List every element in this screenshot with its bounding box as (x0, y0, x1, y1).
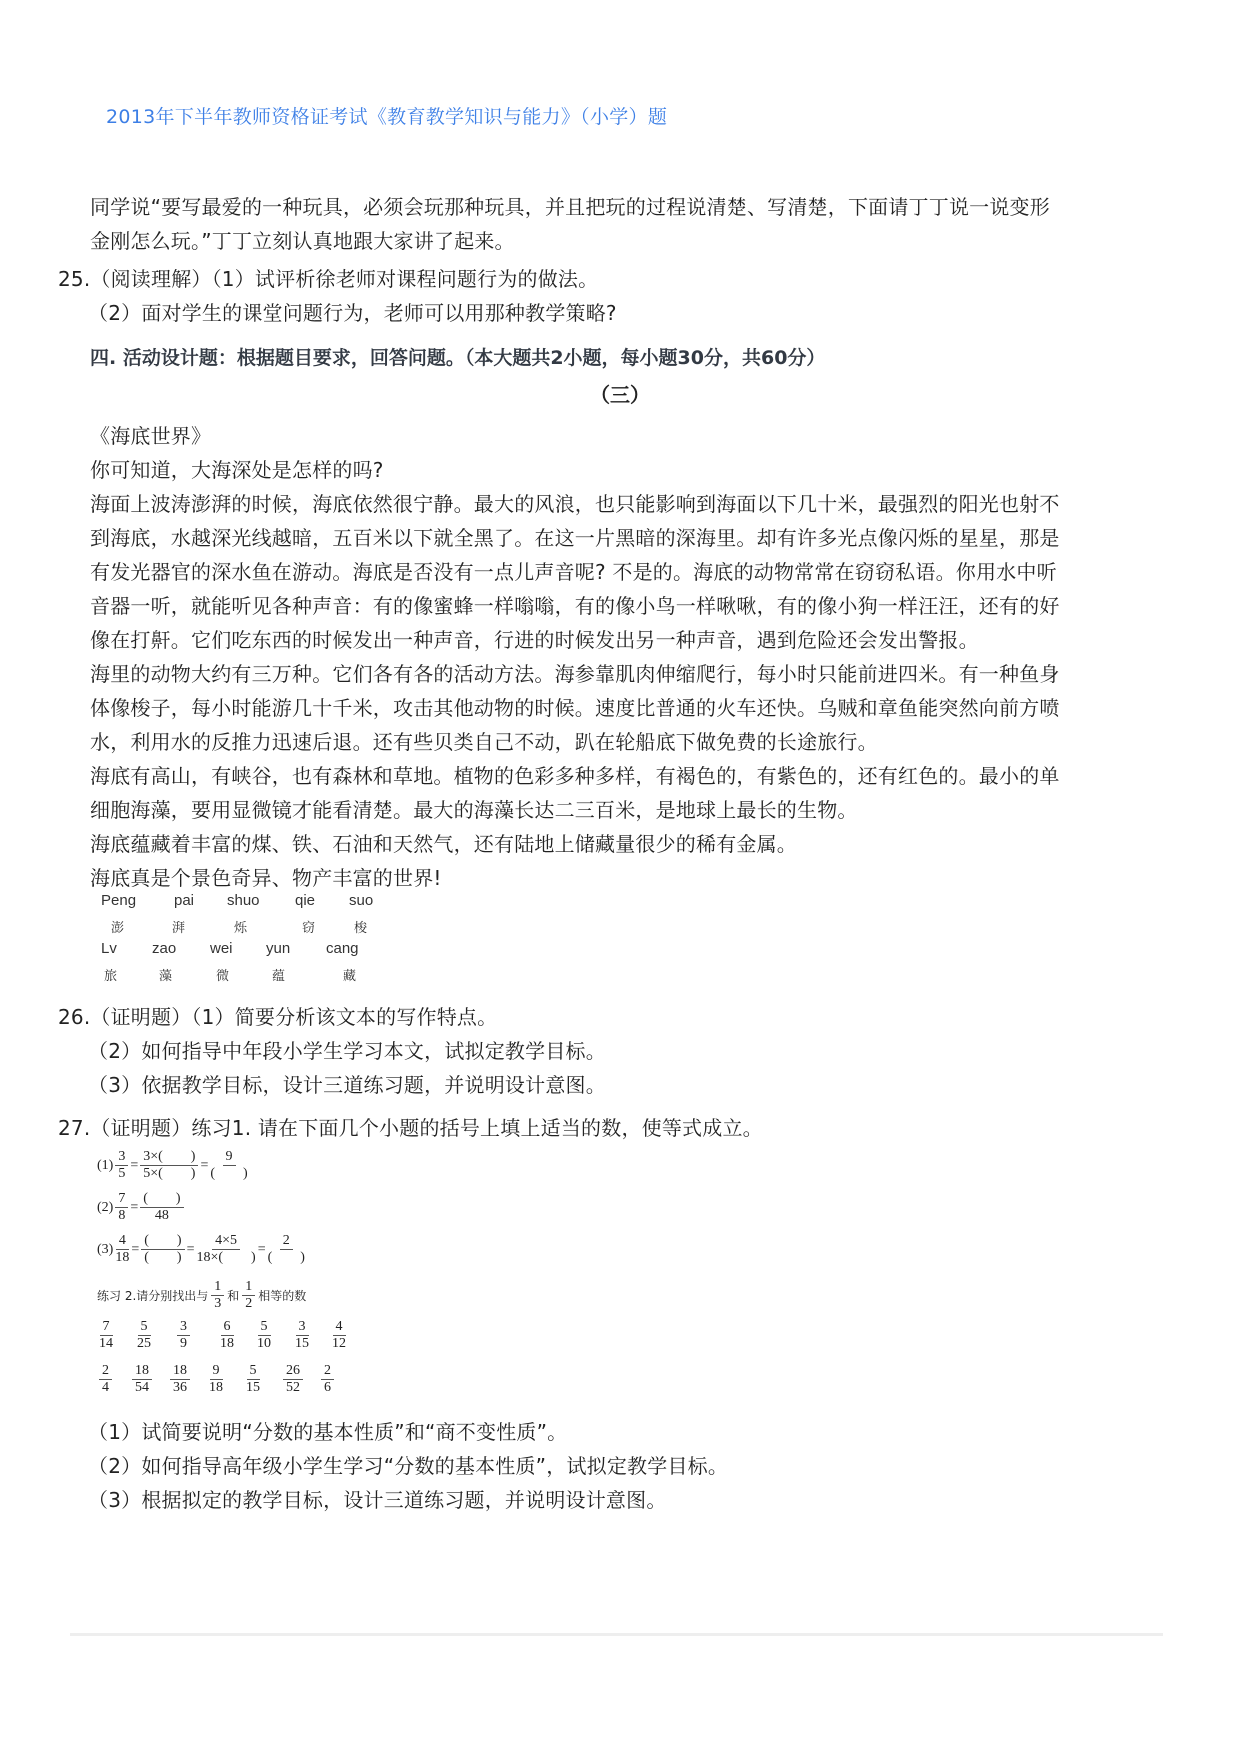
hanzi: 湃 (172, 921, 186, 936)
hanzi: 旅 (104, 969, 118, 984)
passage-line: 你可知道，大海深处是怎样的吗? (90, 458, 384, 482)
hanzi: 微 (216, 969, 230, 984)
pinyin: suo (349, 892, 374, 909)
section-sub-label: （三） (590, 383, 650, 407)
question-27-intro: 27.（证明题）练习1. 请在下面几个小题的括号上填上适当的数，使等式成立。 (58, 1116, 763, 1140)
continuation-line-2: 金刚怎么玩。”丁丁立刻认真地跟大家讲了起来。 (90, 229, 515, 253)
pinyin: shuo (227, 892, 260, 909)
fraction: $\frac{7}{14}$ (99, 1319, 113, 1351)
fraction: $\frac{1}{2}$ (242, 1280, 255, 1311)
fraction: $\frac{18}{54}$ (132, 1364, 152, 1395)
item-label: (2) (97, 1199, 114, 1215)
question-27-part-3: （3）根据拟定的教学目标，设计三道练习题，并说明设计意图。 (88, 1488, 667, 1512)
fraction: $\frac{( )}{( )}$ (141, 1234, 184, 1265)
fraction: $\frac{4}{12}$ (332, 1319, 346, 1351)
fraction: $\frac{5}{25}$ (137, 1319, 151, 1351)
question-26-part-1: 26.（证明题）（1）简要分析该文本的写作特点。 (58, 1005, 498, 1029)
fraction: $\frac{4\times 5}{18\times( )}$ (196, 1233, 256, 1265)
pinyin: Peng (101, 892, 137, 909)
pinyin: pai (174, 892, 195, 909)
document-header-title: 2013年下半年教师资格证考试《教育教学知识与能力》（小学）题 (106, 106, 668, 128)
fraction: $\frac{3\times( )}{5\times( )}$ (140, 1150, 198, 1181)
fraction: $\frac{18}{36}$ (170, 1364, 190, 1395)
question-26-part-3: （3）依据教学目标，设计三道练习题，并说明设计意图。 (88, 1073, 606, 1097)
hanzi: 澎 (111, 921, 125, 936)
pinyin: wei (210, 940, 233, 957)
passage-line: 体像梭子，每小时能游几十千米，攻击其他动物的时候。速度比普通的火车还快。乌贼和章鱼能突然向前方喷 (90, 696, 1060, 720)
fraction: $\frac{9}{18}$ (209, 1363, 223, 1395)
fraction: $\frac{2}{6}$ (321, 1364, 334, 1395)
exercise1-item-1: (1) $\frac{3}{5}$ = $\frac{3\times( )}{5\times( )}$ = $\frac{9}{( )}$ (97, 1149, 248, 1181)
passage-line: 海底真是个景色奇异、物产丰富的世界! (90, 866, 442, 890)
hanzi: 藻 (159, 969, 173, 984)
fraction: $\frac{( )}{48}$ (140, 1192, 183, 1223)
fraction: $\frac{3}{9}$ (177, 1320, 190, 1351)
pinyin: qie (295, 892, 316, 909)
fraction: $\frac{3}{5}$ (115, 1150, 128, 1181)
hanzi: 梭 (354, 921, 368, 936)
passage-line: 水，利用水的反推力迅速后退。还有些贝类自己不动，趴在轮船底下做免费的长途旅行。 (90, 730, 878, 754)
section-four-title: 四. 活动设计题：根据题目要求，回答问题。（本大题共2小题，每小题30分，共60分） (90, 347, 826, 369)
passage-line: 到海底，水越深光线越暗，五百米以下就全黑了。在这一片黑暗的深海里。却有许多光点像闪烁的星星，那是 (90, 526, 1060, 550)
pinyin: zao (152, 940, 177, 957)
fraction: $\frac{1}{3}$ (211, 1280, 224, 1311)
exercise1-item-2: (2) $\frac{7}{8}$ = $\frac{( )}{48}$ (97, 1192, 184, 1223)
question-26-part-2: （2）如何指导中年段小学生学习本文，试拟定教学目标。 (88, 1039, 606, 1063)
fraction: $\frac{5}{10}$ (257, 1319, 271, 1351)
hanzi: 烁 (234, 921, 248, 936)
question-27-part-1: （1）试简要说明“分数的基本性质”和“商不变性质”。 (88, 1420, 568, 1444)
fraction: $\frac{6}{18}$ (220, 1319, 234, 1351)
passage-line: 海底有高山，有峡谷，也有森林和草地。植物的色彩多种多样，有褐色的，有紫色的，还有红色的。最小的单 (90, 764, 1060, 788)
continuation-line-1: 同学说“要写最爱的一种玩具，必须会玩那种玩具，并且把玩的过程说清楚、写清楚，下面请丁丁说一说变形 (90, 195, 1050, 219)
footer-divider (70, 1633, 1163, 1636)
exercise2-prompt: 练习 2.请分别找出与 $\frac{1}{3}$ 和 $\frac{1}{2}$ 相等的数 (97, 1279, 307, 1311)
question-27-part-2: （2）如何指导高年级小学生学习“分数的基本性质”，试拟定教学目标。 (88, 1454, 729, 1478)
passage-line: 像在打鼾。它们吃东西的时候发出一种声音，行进的时候发出另一种声音，遇到危险还会发出警报。 (90, 628, 979, 652)
pinyin: cang (326, 940, 359, 957)
fraction: $\frac{4}{18}$ (115, 1233, 130, 1265)
passage-title: 《海底世界》 (90, 424, 212, 448)
passage-line: 海底蕴藏着丰富的煤、铁、石油和天然气，还有陆地上储藏量很少的稀有金属。 (90, 832, 797, 856)
fraction: $\frac{7}{8}$ (115, 1192, 128, 1223)
question-25-part-2: （2）面对学生的课堂问题行为，老师可以用那种教学策略? (88, 301, 617, 325)
passage-line: 有发光器官的深水鱼在游动。海底是否没有一点儿声音呢? 不是的。海底的动物常常在窃窃私语。你用水中听 (90, 560, 1057, 584)
passage-line: 音器一听，就能听见各种声音：有的像蜜蜂一样嗡嗡，有的像小鸟一样啾啾，有的像小狗一样汪汪，还有的好 (90, 594, 1060, 618)
item-label: (3) (97, 1241, 114, 1257)
fraction: $\frac{26}{52}$ (283, 1364, 303, 1395)
question-25-part-1: 25.（阅读理解）（1）试评析徐老师对课程问题行为的做法。 (58, 267, 599, 291)
exercise1-item-3: (3) $\frac{4}{18}$ = $\frac{( )}{( )}$ = $\frac{4\times 5}{18\times( )}$ = $\frac{2}{( )}$ (97, 1233, 305, 1265)
passage-line: 海面上波涛澎湃的时候，海底依然很宁静。最大的风浪，也只能影响到海面以下几十米，最强烈的阳光也射不 (90, 492, 1060, 516)
passage-line: 细胞海藻，要用显微镜才能看清楚。最大的海藻长达二三百米，是地球上最长的生物。 (90, 798, 858, 822)
passage-line: 海里的动物大约有三万种。它们各有各的活动方法。海参靠肌肉伸缩爬行，每小时只能前进四米。有一种鱼身 (90, 662, 1060, 686)
fraction: $\frac{5}{15}$ (246, 1363, 260, 1395)
fraction: $\frac{2}{4}$ (99, 1364, 112, 1395)
hanzi: 藏 (343, 969, 357, 984)
item-label: (1) (97, 1157, 114, 1173)
fraction: $\frac{9}{( )}$ (210, 1149, 248, 1181)
pinyin: Lv (101, 940, 117, 957)
hanzi: 窃 (302, 921, 316, 936)
hanzi: 蕴 (272, 969, 286, 984)
fraction: $\frac{2}{( )}$ (267, 1233, 305, 1265)
pinyin: yun (266, 940, 291, 957)
fraction: $\frac{3}{15}$ (295, 1319, 309, 1351)
